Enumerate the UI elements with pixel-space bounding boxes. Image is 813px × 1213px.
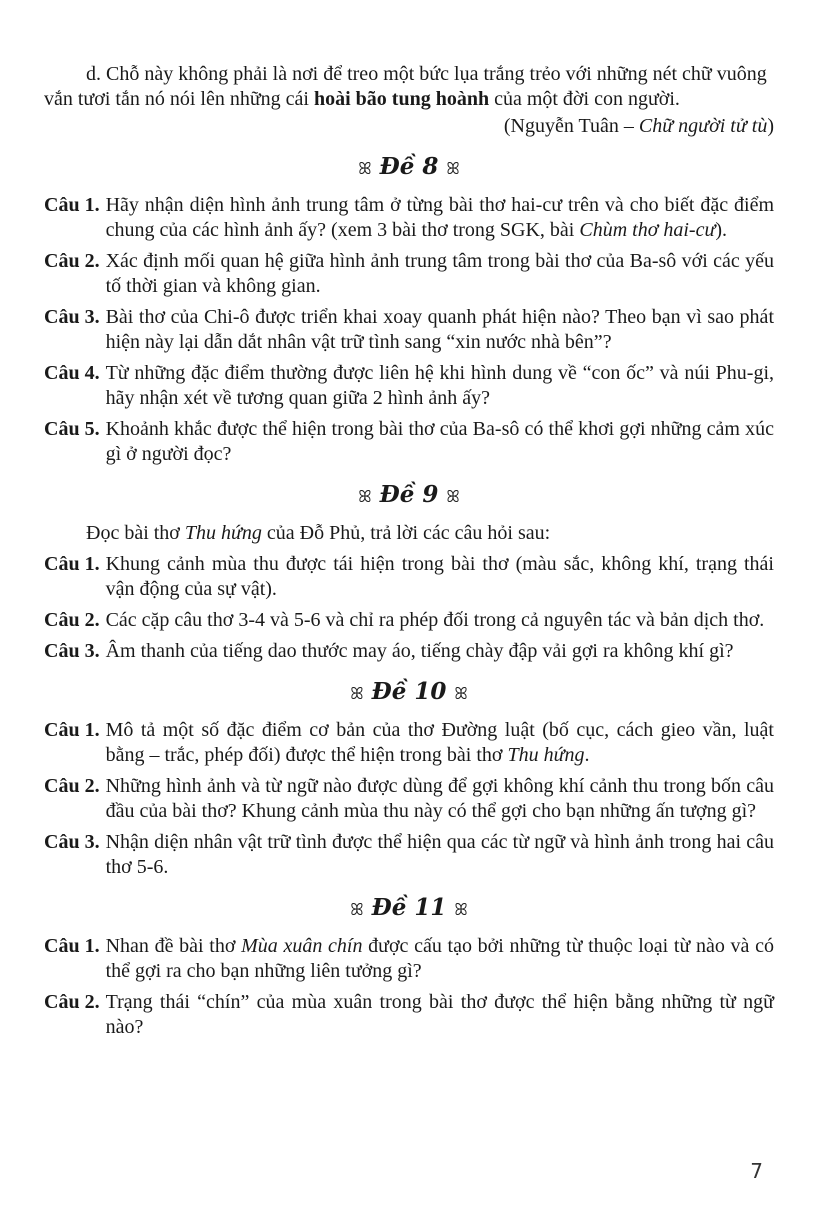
question-label: Câu 2. bbox=[44, 991, 100, 1013]
de11-title: Đề 11 bbox=[371, 894, 447, 921]
question bbox=[44, 718, 774, 768]
question bbox=[44, 608, 774, 633]
question bbox=[44, 830, 774, 880]
question bbox=[44, 417, 774, 467]
citation-work: Chữ người tử tù bbox=[638, 115, 768, 137]
de9-instruction bbox=[44, 521, 774, 546]
ornament-right-icon: ꕤ bbox=[446, 159, 460, 178]
question bbox=[44, 361, 774, 411]
ornament-right-icon: ꕤ bbox=[446, 487, 460, 506]
question bbox=[44, 639, 774, 664]
question-label: Câu 2. bbox=[44, 609, 100, 631]
question-label: Câu 2. bbox=[44, 250, 100, 272]
de8-title: Đề 8 bbox=[379, 153, 439, 180]
question-label: Câu 1. bbox=[44, 553, 100, 575]
question-text-a: Hãy nhận diện hình ảnh trung tâm ở từng bài thơ hai-cư trên và cho biết đặc điểm chung của các hình ảnh ấy? (xem 3 bài thơ trong SGK, bài bbox=[105, 194, 774, 241]
instruction-a: Đọc bài thơ bbox=[86, 522, 180, 544]
question-text-b: ). bbox=[715, 219, 728, 241]
ornament-right-icon: ꕤ bbox=[454, 684, 468, 703]
question-text: Nhận diện nhân vật trữ tình được thể hiện qua các từ ngữ và hình ảnh trong hai câu thơ 5-6. bbox=[105, 831, 774, 878]
intro-paragraph bbox=[44, 62, 774, 112]
de9-title: Đề 9 bbox=[379, 481, 439, 508]
question bbox=[44, 193, 774, 243]
question-label: Câu 4. bbox=[44, 362, 100, 384]
instruction-b: của Đỗ Phủ, trả lời các câu hỏi sau: bbox=[266, 522, 551, 544]
instruction-italic: Thu hứng bbox=[184, 522, 262, 544]
question bbox=[44, 552, 774, 602]
ornament-left-icon: ꕤ bbox=[358, 159, 372, 178]
question bbox=[44, 305, 774, 355]
question-text-a: Nhan đề bài thơ bbox=[105, 935, 236, 957]
citation-author: (Nguyễn Tuân – bbox=[503, 115, 634, 137]
question-italic: Chùm thơ hai-cư bbox=[579, 219, 716, 241]
question bbox=[44, 934, 774, 984]
question-label: Câu 2. bbox=[44, 775, 100, 797]
de10-title: Đề 10 bbox=[371, 678, 447, 705]
question-text: Âm thanh của tiếng dao thước may áo, tiếng chày đập vải gợi ra không khí gì? bbox=[105, 640, 734, 662]
ornament-left-icon: ꕤ bbox=[358, 487, 372, 506]
intro-lead: d. Chỗ này không phải là nơi để treo một bức lụa trắng trẻo với những nét chữ vuông vắn tươi tắn nó nói lên những cái bbox=[44, 63, 767, 110]
question-label: Câu 1. bbox=[44, 935, 100, 957]
ornament-left-icon: ꕤ bbox=[350, 684, 364, 703]
question-label: Câu 3. bbox=[44, 831, 100, 853]
question-label: Câu 3. bbox=[44, 640, 100, 662]
question-text bbox=[106, 718, 774, 768]
citation bbox=[44, 114, 774, 139]
question-italic: Thu hứng bbox=[507, 744, 585, 766]
question bbox=[44, 249, 774, 299]
ornament-right-icon: ꕤ bbox=[454, 900, 468, 919]
intro-tail: của một đời con người. bbox=[494, 88, 680, 110]
question-text-a: Mô tả một số đặc điểm cơ bản của thơ Đường luật (bố cục, cách gieo vần, luật bằng – trắc, phép đối) được thể hiện trong bài thơ bbox=[105, 719, 774, 766]
question bbox=[44, 774, 774, 824]
page-number: 7 bbox=[750, 1159, 763, 1183]
de9-heading bbox=[44, 481, 774, 511]
question-text-b: . bbox=[584, 744, 590, 766]
question-text: Những hình ảnh và từ ngữ nào được dùng để gợi không khí cảnh thu trong bốn câu đầu của bài thơ? Khung cảnh mùa thu này có thể gợi cho bạn những ấn tượng gì? bbox=[105, 775, 774, 822]
question-text bbox=[106, 193, 774, 243]
question-text: Khoảnh khắc được thể hiện trong bài thơ của Ba-sô có thể khơi gợi những cảm xúc gì ở người đọc? bbox=[105, 418, 774, 465]
de11-heading bbox=[44, 894, 774, 924]
page-content bbox=[44, 62, 774, 1046]
question-label: Câu 5. bbox=[44, 418, 100, 440]
question-text-b: được cấu tạo bởi những từ thuộc loại từ nào và có thể gợi ra cho bạn những liên tưởng gì? bbox=[105, 935, 774, 982]
ornament-left-icon: ꕤ bbox=[350, 900, 364, 919]
de10-heading bbox=[44, 678, 774, 708]
question-text: Các cặp câu thơ 3-4 và 5-6 và chỉ ra phép đối trong cả nguyên tác và bản dịch thơ. bbox=[105, 609, 765, 631]
question-text: Bài thơ của Chi-ô được triển khai xoay quanh phát hiện nào? Theo bạn vì sao phát hiện này lại dẫn dắt nhân vật trữ tình sang “xin nước nhà bên”? bbox=[105, 306, 774, 353]
question-label: Câu 1. bbox=[44, 719, 100, 741]
question-label: Câu 3. bbox=[44, 306, 100, 328]
intro-bold: hoài bão tung hoành bbox=[313, 88, 490, 110]
de8-heading bbox=[44, 153, 774, 183]
citation-close: ) bbox=[767, 115, 774, 137]
question-text: Khung cảnh mùa thu được tái hiện trong bài thơ (màu sắc, không khí, trạng thái vận động của sự vật). bbox=[105, 553, 774, 600]
question-label: Câu 1. bbox=[44, 194, 100, 216]
question-text: Từ những đặc điểm thường được liên hệ khi hình dung về “con ốc” và núi Phu-gi, hãy nhận xét về tương quan giữa 2 hình ảnh ấy? bbox=[105, 362, 774, 409]
question-text: Xác định mối quan hệ giữa hình ảnh trung tâm trong bài thơ của Ba-sô với các yếu tố thời gian và không gian. bbox=[105, 250, 774, 297]
question-italic: Mùa xuân chín bbox=[241, 935, 363, 957]
question-text: Trạng thái “chín” của mùa xuân trong bài thơ được thể hiện bằng những từ ngữ nào? bbox=[105, 991, 774, 1038]
question bbox=[44, 990, 774, 1040]
question-text bbox=[106, 934, 774, 984]
